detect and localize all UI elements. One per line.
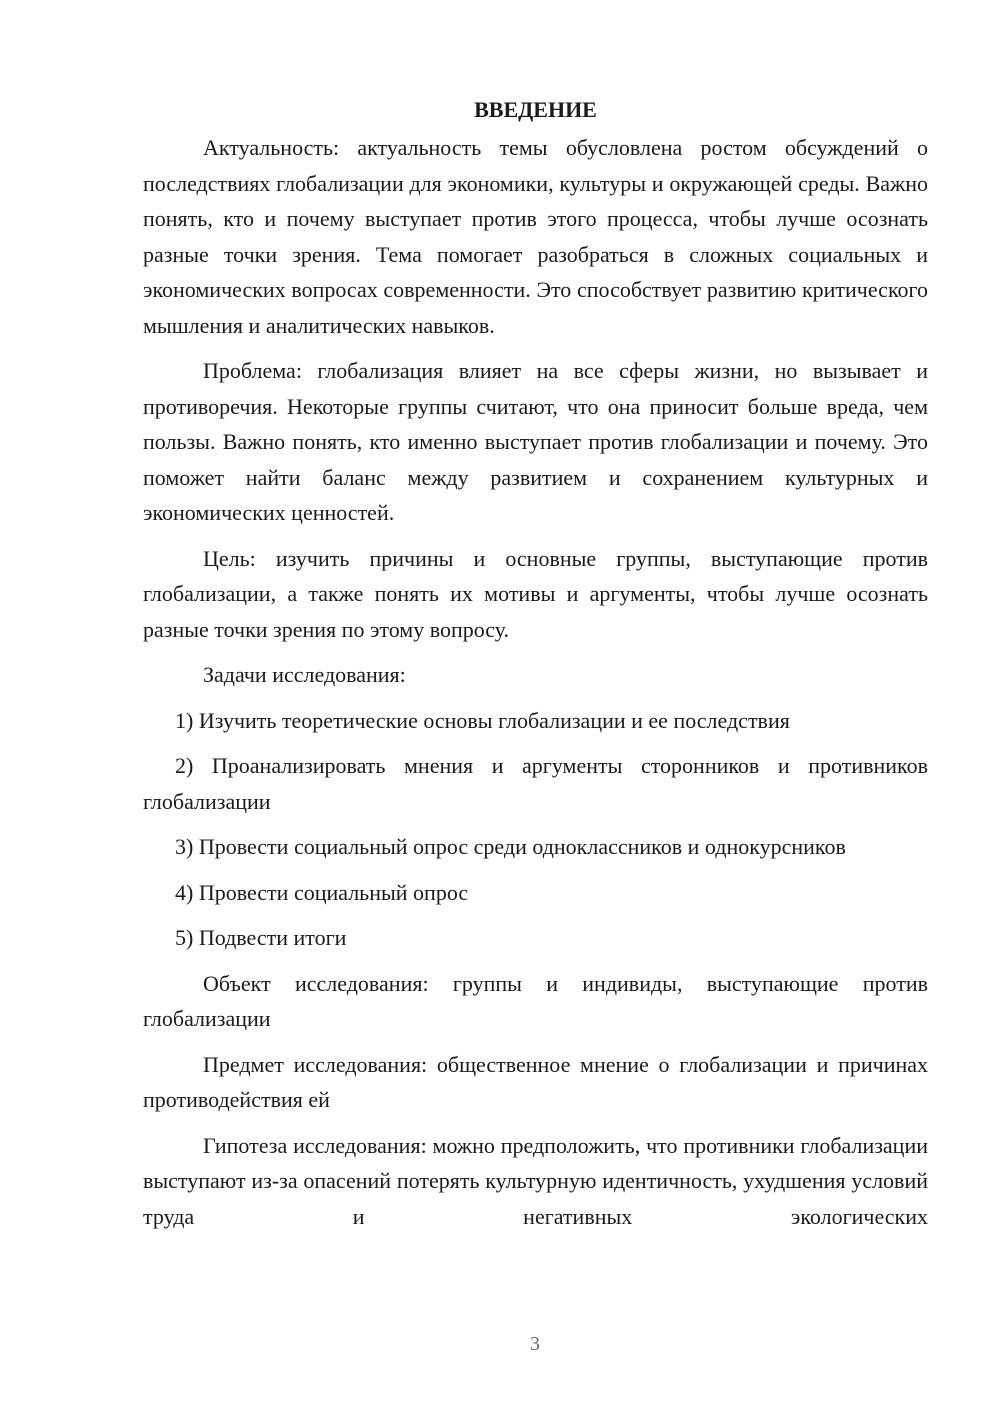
problem-paragraph: Проблема: глобализация влияет на все сферы жизни, но вызывает и противоречия. Некоторые группы считают, что она приносит больше вреда, чем пользы. Важно понять, кто именно выступает против глобализации и почему. Это поможет найти баланс между развитием и сохранением культурных и экономических ценностей. — [143, 358, 928, 525]
task-item: 5) Подвести итоги — [175, 925, 347, 950]
task-item: 4) Провести социальный опрос — [175, 879, 469, 905]
task-item: 3) Провести социальный опрос среди одноклассников и однокурсников — [175, 834, 846, 859]
task-item: 2) Проанализировать мнения и аргументы сторонников и противников глобализации — [143, 753, 928, 814]
page-number: 3 — [530, 1333, 540, 1355]
tasks-heading: Задачи исследования: — [203, 662, 406, 687]
document-page — [143, 92, 928, 1244]
task-item: 1) Изучить теоретические основы глобализации и ее последствия — [175, 707, 790, 733]
hypothesis-paragraph: Гипотеза исследования: можно предположить, что противники глобализации выступают из-за опасений потерять культурную идентичность, ухудшения условий труда и негативных экологических — [143, 1132, 928, 1229]
object-paragraph: Объект исследования: группы и индивиды, выступающие против глобализации — [143, 970, 928, 1031]
goal-paragraph: Цель: изучить причины и основные группы, выступающие против глобализации, а также понять их мотивы и аргументы, чтобы лучше осознать разные точки зрения по этому вопросу. — [143, 545, 928, 642]
section-title: ВВЕДЕНИЕ — [474, 97, 597, 122]
subject-paragraph: Предмет исследования: общественное мнение о глобализации и причинах противодействия ей — [143, 1051, 928, 1112]
relevance-paragraph: Актуальность: актуальность темы обусловлена ростом обсуждений о последствиях глобализации для экономики, культуры и окружающей среды. Важно понять, кто и почему выступает против этого процесса, чтобы лучше осознать разные точки зрения. Тема помогает разобраться в сложных социальных и экономических вопросах современности. Это способствует развитию критического мышления и аналитических навыков. — [143, 135, 928, 338]
